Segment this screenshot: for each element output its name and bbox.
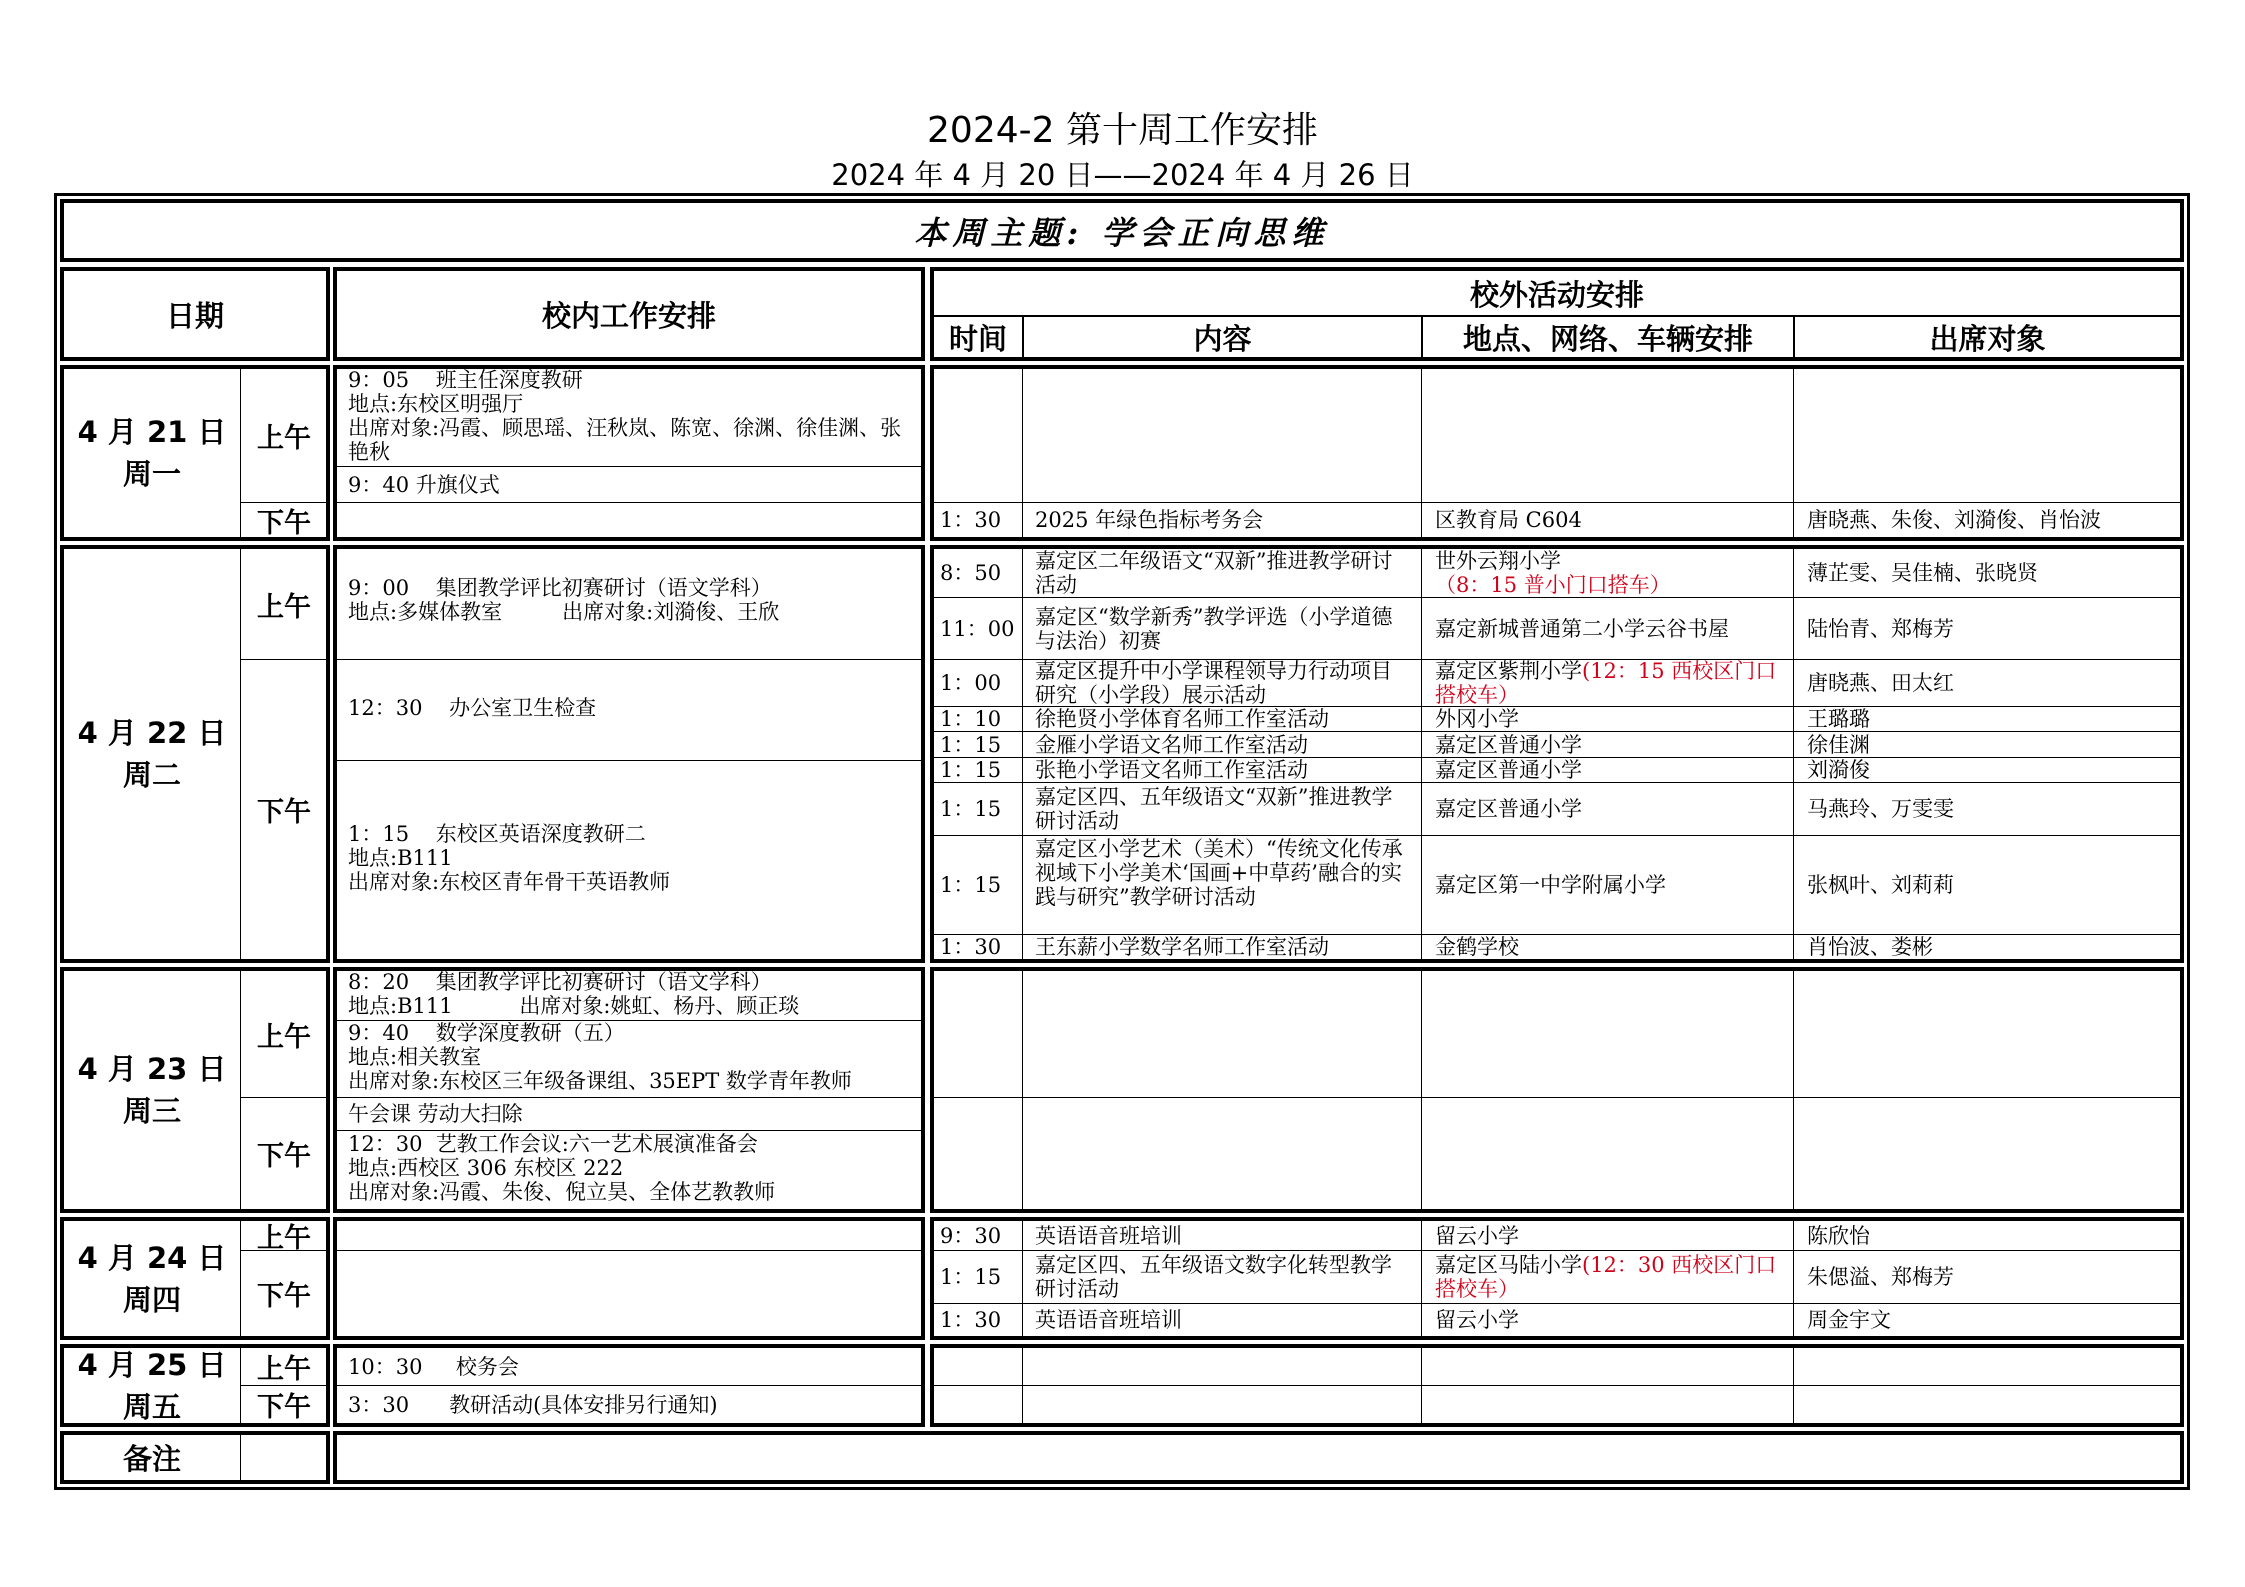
tue-ext-2-place: 嘉定区紫荆小学	[1435, 659, 1582, 683]
fri-weekday: 周五	[122, 1389, 181, 1424]
thu-ext-1-place-cell	[1435, 1253, 1785, 1301]
wed-internal-am1: 8：20 集团教学评比初赛研讨（语文学科） 地点:B111 出席对象:姚虹、杨丹、顾正琰	[348, 970, 800, 1018]
tue-ext-7-time: 1：15	[940, 873, 1002, 897]
header-internal: 校内工作安排	[541, 298, 716, 333]
header-place: 地点、网络、车辆安排	[1462, 321, 1753, 356]
mon-pm-label: 下午	[257, 507, 311, 539]
thu-ext-1-content: 嘉定区四、五年级语文数字化转型教学研讨活动	[1035, 1253, 1392, 1301]
mon-date-cell	[64, 369, 240, 537]
tue-ext-8-time: 1：30	[940, 935, 1002, 959]
tue-ext-6-attendees: 马燕玲、万雯雯	[1807, 797, 1954, 821]
thu-ext-2-attendees: 周金宇文	[1807, 1308, 1891, 1332]
tue-date: 4 月 22 日	[77, 716, 227, 750]
tue-ext-7-attendees: 张枫叶、刘莉莉	[1807, 873, 1954, 897]
thu-internal-box	[333, 1217, 925, 1340]
tue-ext-5-attendees: 刘漪俊	[1807, 758, 1870, 782]
tue-am-label: 上午	[257, 591, 311, 623]
thu-ext-2-content: 英语语音班培训	[1035, 1308, 1182, 1332]
tue-internal-pm2: 1：15 东校区英语深度教研二 地点:B111 出席对象:东校区青年骨干英语教师	[348, 822, 671, 894]
tue-ext-8-place: 金鹤学校	[1435, 935, 1519, 959]
tue-ext-2-time: 1：00	[940, 671, 1002, 695]
fri-internal-pm: 3：30 教研活动(具体安排另行通知)	[348, 1392, 718, 1417]
tue-ext-0-place-cell	[1435, 549, 1785, 597]
tue-ext-0-content: 嘉定区二年级语文“双新”推进教学研讨活动	[1035, 549, 1393, 597]
date-range: 2024 年 4 月 20 日——2024 年 4 月 26 日	[831, 158, 1414, 192]
tue-ext-4-content: 金雁小学语文名师工作室活动	[1035, 732, 1308, 757]
wed-date-cell	[64, 971, 240, 1209]
thu-ext-1-place: 嘉定区马陆小学	[1435, 1253, 1582, 1277]
tue-date-cell	[64, 549, 240, 959]
tue-ext-0-place-note: （8：15 普小门口搭车）	[1435, 573, 1671, 597]
wed-am-label: 上午	[257, 1021, 311, 1053]
tue-ext-1-attendees: 陆怡青、郑梅芳	[1807, 616, 1954, 641]
wed-external-box	[930, 967, 2184, 1213]
tue-ext-7-content: 嘉定区小学艺术（美术）“传统文化传承视域下小学美术‘国画+中草药’融合的实践与研究”教学研讨活动	[1035, 837, 1403, 909]
thu-ext-0-attendees: 陈欣怡	[1807, 1223, 1870, 1248]
tue-weekday: 周二	[122, 758, 181, 792]
tue-ext-6-place: 嘉定区普通小学	[1435, 797, 1582, 821]
tue-ext-5-content: 张艳小学语文名师工作室活动	[1035, 758, 1308, 782]
tue-ext-2-attendees: 唐晓燕、田太红	[1807, 671, 1954, 695]
tue-ext-2-content: 嘉定区提升中小学课程领导力行动项目研究（小学段）展示活动	[1035, 659, 1392, 707]
tue-ext-1-time: 11：00	[940, 616, 1015, 641]
thu-ext-0-place: 留云小学	[1435, 1223, 1519, 1248]
tue-ext-3-attendees: 王璐璐	[1807, 707, 1870, 731]
thu-ext-2-time: 1：30	[940, 1308, 1002, 1332]
fri-am-label: 上午	[257, 1354, 311, 1385]
tue-internal-pm1: 12：30 办公室卫生检查	[348, 696, 597, 720]
tue-internal-am: 9：00 集团教学评比初赛研讨（语文学科） 地点:多媒体教室 出席对象:刘漪俊、王欣	[348, 576, 780, 624]
tue-ext-8-attendees: 肖怡波、娄彬	[1807, 935, 1933, 959]
theme-banner: 本周主题: 学会正向思维	[60, 199, 2184, 262]
header-attendees: 出席对象	[1929, 321, 2046, 356]
page-title: 2024-2 第十周工作安排	[927, 110, 1318, 151]
wed-weekday: 周三	[122, 1094, 181, 1128]
wed-internal-am2: 9：40 数学深度教研（五） 地点:相关教室 出席对象:东校区三年级备课组、35EPT 数学青年教师	[348, 1021, 852, 1093]
fri-date-cell	[64, 1348, 240, 1423]
mon-internal-am1: 9：05 班主任深度教研 地点:东校区明强厅 出席对象:冯霞、顾思瑶、汪秋岚、陈宽、徐渊、徐佳渊、张艳秋	[348, 368, 902, 464]
mon-ext-place: 区教育局 C604	[1435, 508, 1582, 532]
tue-ext-7-place: 嘉定区第一中学附属小学	[1435, 873, 1666, 897]
tue-ext-3-time: 1：10	[940, 707, 1002, 731]
tue-ext-1-content: 嘉定区“数学新秀”教学评选（小学道德与法治）初赛	[1035, 605, 1393, 653]
thu-ext-0-time: 9：30	[940, 1223, 1002, 1248]
tue-ext-3-place: 外冈小学	[1435, 707, 1519, 731]
header-time: 时间	[948, 321, 1007, 356]
mon-weekday: 周一	[122, 457, 181, 491]
tue-ext-6-time: 1：15	[940, 797, 1002, 821]
tue-ext-5-time: 1：15	[940, 758, 1002, 782]
thu-am-label: 上午	[257, 1223, 311, 1254]
wed-date: 4 月 23 日	[77, 1052, 227, 1086]
tue-ext-1-place: 嘉定新城普通第二小学云谷书屋	[1435, 616, 1729, 641]
header-content: 内容	[1193, 321, 1252, 356]
mon-ext-content: 2025 年绿色指标考务会	[1035, 508, 1264, 532]
tue-ext-3-content: 徐艳贤小学体育名师工作室活动	[1035, 707, 1329, 731]
tue-pm-label: 下午	[257, 797, 311, 828]
thu-date: 4 月 24 日	[77, 1240, 227, 1275]
wed-pm-label: 下午	[257, 1141, 311, 1172]
thu-ext-2-place: 留云小学	[1435, 1308, 1519, 1332]
tue-ext-6-content: 嘉定区四、五年级语文“双新”推进教学研讨活动	[1035, 785, 1393, 833]
tue-ext-8-content: 王东薪小学数学名师工作室活动	[1035, 935, 1329, 959]
header-external: 校外活动安排	[1469, 277, 1644, 312]
tue-ext-2-place-cell	[1435, 659, 1785, 707]
remarks-label: 备注	[122, 1442, 181, 1476]
mon-ext-attendees: 唐晓燕、朱俊、刘漪俊、肖怡波	[1807, 508, 2101, 532]
thu-ext-1-time: 1：15	[940, 1265, 1002, 1289]
tue-ext-2-place-note: (12：15 西校区门口搭校车）	[1435, 659, 1777, 707]
thu-date-cell	[64, 1221, 240, 1336]
fri-internal-am: 10：30 校务会	[348, 1354, 519, 1379]
tue-ext-4-time: 1：15	[940, 732, 1002, 757]
thu-pm-label: 下午	[257, 1281, 311, 1312]
tue-ext-5-place: 嘉定区普通小学	[1435, 758, 1582, 782]
thu-ext-1-place-note: (12：30 西校区门口搭校车）	[1435, 1253, 1777, 1301]
mon-date: 4 月 21 日	[77, 415, 227, 449]
thu-ext-0-content: 英语语音班培训	[1035, 1223, 1182, 1248]
wed-internal-pm2: 12：30 艺教工作会议:六一艺术展演准备会 地点:西校区 306 东校区 222 出席对象:冯霞、朱俊、倪立昊、全体艺教教师	[348, 1132, 776, 1204]
thu-ext-1-attendees: 朱偲溢、郑梅芳	[1807, 1265, 1954, 1289]
wed-internal-pm1: 午会课 劳动大扫除	[348, 1102, 523, 1126]
mon-ext-time: 1：30	[940, 508, 1002, 532]
tue-ext-0-time: 8：50	[940, 561, 1002, 585]
tue-ext-4-attendees: 徐佳渊	[1807, 732, 1870, 757]
remarks-content	[333, 1431, 2184, 1484]
tue-ext-0-attendees: 薄芷雯、吴佳楠、张晓贤	[1807, 561, 2038, 585]
header-date: 日期	[165, 298, 224, 333]
mon-am-label: 上午	[257, 423, 311, 454]
thu-weekday: 周四	[122, 1282, 181, 1317]
fri-pm-label: 下午	[257, 1392, 311, 1423]
mon-internal-am2: 9：40 升旗仪式	[348, 472, 500, 497]
fri-date: 4 月 25 日	[77, 1347, 227, 1382]
tue-ext-0-place: 世外云翔小学	[1435, 549, 1561, 573]
tue-ext-4-place: 嘉定区普通小学	[1435, 732, 1582, 757]
